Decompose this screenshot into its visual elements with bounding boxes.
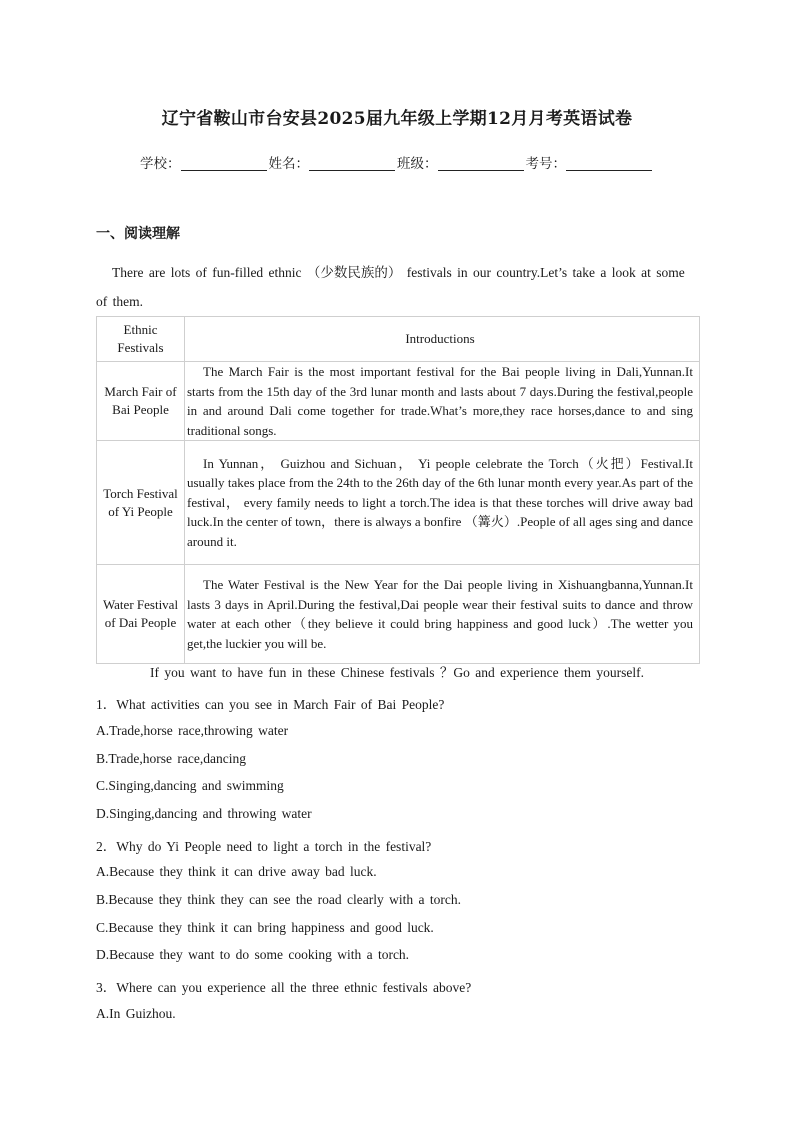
festival-intro: In Yunnan， Guizhou and Sichuan， Yi people celebrate the Torch（火把）Festival.It usually takes place from the 24th to the 26th day of the 6th lunar month every year.As part of the festival， every family needs to light a torch.The idea is that these torches will drive away bad luck.In the center of town，there is always a bonfire （篝火）.People of all ages sing and dance around it. [185,441,700,565]
question-2-option-a[interactable]: A.Because they think it can drive away bad luck. [96,864,377,879]
table-row [97,565,700,664]
question-2-option-d[interactable]: D.Because they want to do some cooking with a torch. [96,947,410,962]
intro-text: There are lots of fun-filled ethnic （少数民族的） festivals in our country.Let’s take a look at some of them. [96,265,685,309]
table-header-row [97,317,700,362]
page-title: 辽宁省鞍山市台安县2025届九年级上学期12月月考英语试卷 [161,109,633,129]
question-1-stem: 1．What activities can you see in March Fair of Bai People? [96,697,445,712]
question-3-stem: 3．Where can you experience all the three ethnic festivals above? [96,980,472,995]
festival-name: Water Festival of Dai People [97,565,185,664]
table-row [97,441,700,565]
question-1-option-d[interactable]: D.Singing,dancing and throwing water [96,806,312,821]
question-1-option-b[interactable]: B.Trade,horse race,dancing [96,751,246,766]
question-1-option-a[interactable]: A.Trade,horse race,throwing water [96,723,289,738]
class-label: 班级： [397,156,438,172]
question-2-stem: 2．Why do Yi People need to light a torch in the festival? [96,839,432,854]
question-3-option-a[interactable]: A.In Guizhou. [96,1006,176,1021]
name-label: 姓名： [268,156,309,172]
table-row [97,362,700,441]
festival-intro: The March Fair is the most important festival for the Bai people living in Dali,Yunnan.It starts from the 15th day of the 3rd lunar month and lasts about 7 days.During the festival,people in and around Dali come together for trade.What’s more,they race horses,dance to and sing traditional songs. [185,362,700,441]
school-label: 学校： [140,156,181,172]
question-2-option-c[interactable]: C.Because they think it can bring happiness and good luck. [96,920,434,935]
reading-intro [96,258,696,316]
header-introductions: Introductions [185,317,700,362]
closing-sentence: If you want to have fun in these Chinese festivals ？Go and experience them yourself. [150,665,644,680]
school-blank[interactable] [181,156,267,171]
festival-name: March Fair of Bai People [97,362,185,441]
festival-table [96,316,700,664]
number-label: 考号： [525,156,566,172]
question-1-option-c[interactable]: C.Singing,dancing and swimming [96,778,284,793]
number-blank[interactable] [566,156,652,171]
name-blank[interactable] [309,156,395,171]
student-info-row [0,152,794,172]
section-heading: 一、阅读理解 [96,226,180,242]
class-blank[interactable] [438,156,524,171]
header-ethnic-festivals: Ethnic Festivals [97,317,185,362]
question-2-option-b[interactable]: B.Because they think they can see the road clearly with a torch. [96,892,461,907]
festival-name: Torch Festival of Yi People [97,441,185,565]
festival-intro: The Water Festival is the New Year for the Dai people living in Xishuangbanna,Yunnan.It lasts 3 days in April.During the festival,Dai people wear their festival suits to dance and throw water at each other（they believe it could bring happiness and good luck）.The wetter you get,the luckier you will be. [185,565,700,664]
